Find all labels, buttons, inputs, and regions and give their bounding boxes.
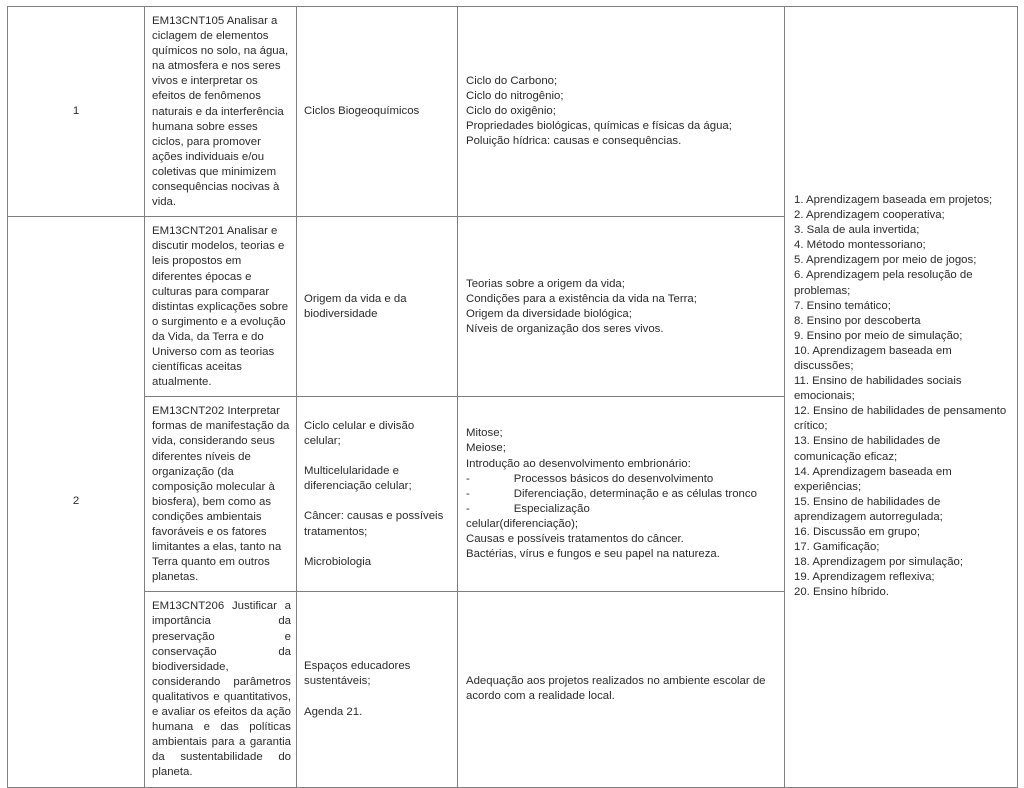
habilidade-cell-2	[145, 217, 297, 397]
blank-line	[304, 540, 451, 555]
conteudos-list-2	[458, 273, 784, 341]
list-item: Origem da diversidade biológica;	[466, 307, 632, 320]
objeto-list-1	[297, 100, 457, 123]
list-item: - Especialização	[466, 502, 590, 515]
list-item: - Processos básicos do desenvolvimento	[466, 472, 714, 485]
list-item: Teorias sobre a origem da vida;	[466, 277, 625, 290]
objeto-cell-4	[297, 592, 458, 787]
list-item: 8. Ensino por descoberta	[794, 314, 921, 327]
habilidade-text: EM13CNT206 Justificar a importância da preservação e conservação da biodiversidade, considerando parâmetros qualitativos e quantitativos, e avaliar os efeitos da ação humana e das políticas ambientais para a garantia da sustentabilidade do planeta.	[152, 600, 291, 779]
list-item: Mitose;	[466, 427, 503, 440]
list-item: Propriedades biológicas, químicas e físicas da água;	[466, 120, 732, 133]
list-item: 11. Ensino de habilidades sociais emocionais;	[794, 375, 962, 403]
list-item: 20. Ensino híbrido.	[794, 586, 889, 599]
list-item: 4. Método montessoriano;	[794, 239, 926, 252]
list-item: 5. Aprendizagem por meio de jogos;	[794, 254, 977, 267]
objeto-cell-3	[297, 397, 458, 592]
row-number-cell-1	[8, 7, 145, 217]
metodologias-list	[785, 189, 1017, 605]
list-item: Causas e possíveis tratamentos do câncer.	[466, 533, 684, 546]
list-item: 18. Aprendizagem por simulação;	[794, 556, 964, 569]
list-item: 14. Aprendizagem baseada em experiências;	[794, 465, 952, 493]
habilidade-text: EM13CNT202 Interpretar formas de manifestação da vida, considerando seus diferentes níveis de organização (da composição molecular à biosfera), bem como as condições ambientais favoráveis e os fatores limitantes a elas, tanto na Terra quanto em outros planetas.	[152, 405, 290, 584]
row-number-cell-2	[8, 217, 145, 787]
list-item: 17. Gamificação;	[794, 541, 880, 554]
objeto-list-3	[297, 415, 457, 574]
list-item: Adequação aos projetos realizados no ambiente escolar de acordo com a realidade local.	[466, 675, 766, 703]
list-item: Ciclo do Carbono;	[466, 74, 558, 87]
list-item: 10. Aprendizagem baseada em discussões;	[794, 344, 952, 373]
list-item: Poluição hídrica: causas e consequências.	[466, 135, 682, 148]
objeto-cell-2	[297, 217, 458, 397]
habilidade-cell-4	[145, 592, 297, 787]
list-item: 7. Ensino temático;	[794, 299, 891, 312]
objeto-list-4	[297, 655, 457, 723]
list-item: 1. Aprendizagem baseada em projetos;	[794, 193, 993, 206]
list-item: 13. Ensino de habilidades de comunicação eficaz;	[794, 435, 941, 463]
metodologias-cell	[785, 7, 1018, 788]
list-item: Condições para a existência da vida na Terra;	[466, 292, 697, 305]
list-item: Agenda 21.	[304, 705, 363, 718]
list-item: Multicelularidade e diferenciação celular;	[304, 465, 412, 493]
conteudos-cell-3	[458, 397, 785, 592]
list-item: Ciclos Biogeoquímicos	[304, 105, 420, 118]
list-item: 6. Aprendizagem pela resolução de problemas;	[794, 269, 973, 297]
list-item: Microbiologia	[304, 555, 372, 568]
list-item: 2. Aprendizagem cooperativa;	[794, 209, 945, 222]
list-item: Espaços educadores sustentáveis;	[304, 660, 411, 688]
list-item: Introdução ao desenvolvimento embrionário:	[466, 457, 691, 470]
list-item: 12. Ensino de habilidades de pensamento crítico;	[794, 405, 1007, 433]
conteudos-list-4	[458, 670, 784, 708]
curriculum-table	[7, 6, 1018, 788]
list-item: Níveis de organização dos seres vivos.	[466, 322, 664, 335]
list-item: Ciclo do nitrogênio;	[466, 89, 564, 102]
list-item: 9. Ensino por meio de simulação;	[794, 329, 963, 342]
conteudos-list-3	[458, 422, 784, 566]
conteudos-cell-1	[458, 7, 785, 217]
list-item: 16. Discussão em grupo;	[794, 526, 920, 539]
conteudos-cell-4	[458, 592, 785, 787]
list-item: Bactérias, vírus e fungos e seu papel na natureza.	[466, 548, 720, 561]
list-item: celular(diferenciação);	[466, 517, 579, 530]
blank-line	[304, 494, 451, 509]
conteudos-cell-2	[458, 217, 785, 397]
list-item: - Diferenciação, determinação e as células tronco	[466, 487, 757, 500]
row-number: 2	[72, 495, 80, 508]
list-item: 15. Ensino de habilidades de aprendizagem autorregulada;	[794, 495, 943, 523]
list-item: 19. Aprendizagem reflexiva;	[794, 571, 935, 584]
row-number: 1	[72, 105, 80, 118]
list-item: Origem da vida e da biodiversidade	[304, 292, 407, 320]
habilidade-text: EM13CNT201 Analisar e discutir modelos, teorias e leis propostos em diferentes épocas e culturas para comparar distintas explicações sobre o surgimento e a evolução da Vida, da Terra e do Universo com as teorias científicas aceitas atualmente.	[152, 225, 289, 389]
habilidade-text: EM13CNT105 Analisar a ciclagem de elementos químicos no solo, na água, na atmosfera e nos seres vivos e interpretar os efeitos de fenômenos naturais e da interferência humana sobre esses ciclos, para promover ações individuais e/ou coletivas que minimizem consequências nocivas à vida.	[152, 15, 289, 209]
objeto-list-2	[297, 288, 457, 326]
list-item: Câncer: causas e possíveis tratamentos;	[304, 510, 444, 538]
conteudos-list-1	[458, 70, 784, 153]
habilidade-cell-1	[145, 7, 297, 217]
objeto-cell-1	[297, 7, 458, 217]
blank-line	[304, 449, 451, 464]
list-item: Ciclo do oxigênio;	[466, 105, 556, 118]
habilidade-cell-3	[145, 397, 297, 592]
list-item: Meiose;	[466, 442, 506, 455]
list-item: 3. Sala de aula invertida;	[794, 224, 920, 237]
list-item: Ciclo celular e divisão celular;	[304, 419, 415, 447]
table-row	[8, 7, 1018, 217]
blank-line	[304, 689, 451, 704]
